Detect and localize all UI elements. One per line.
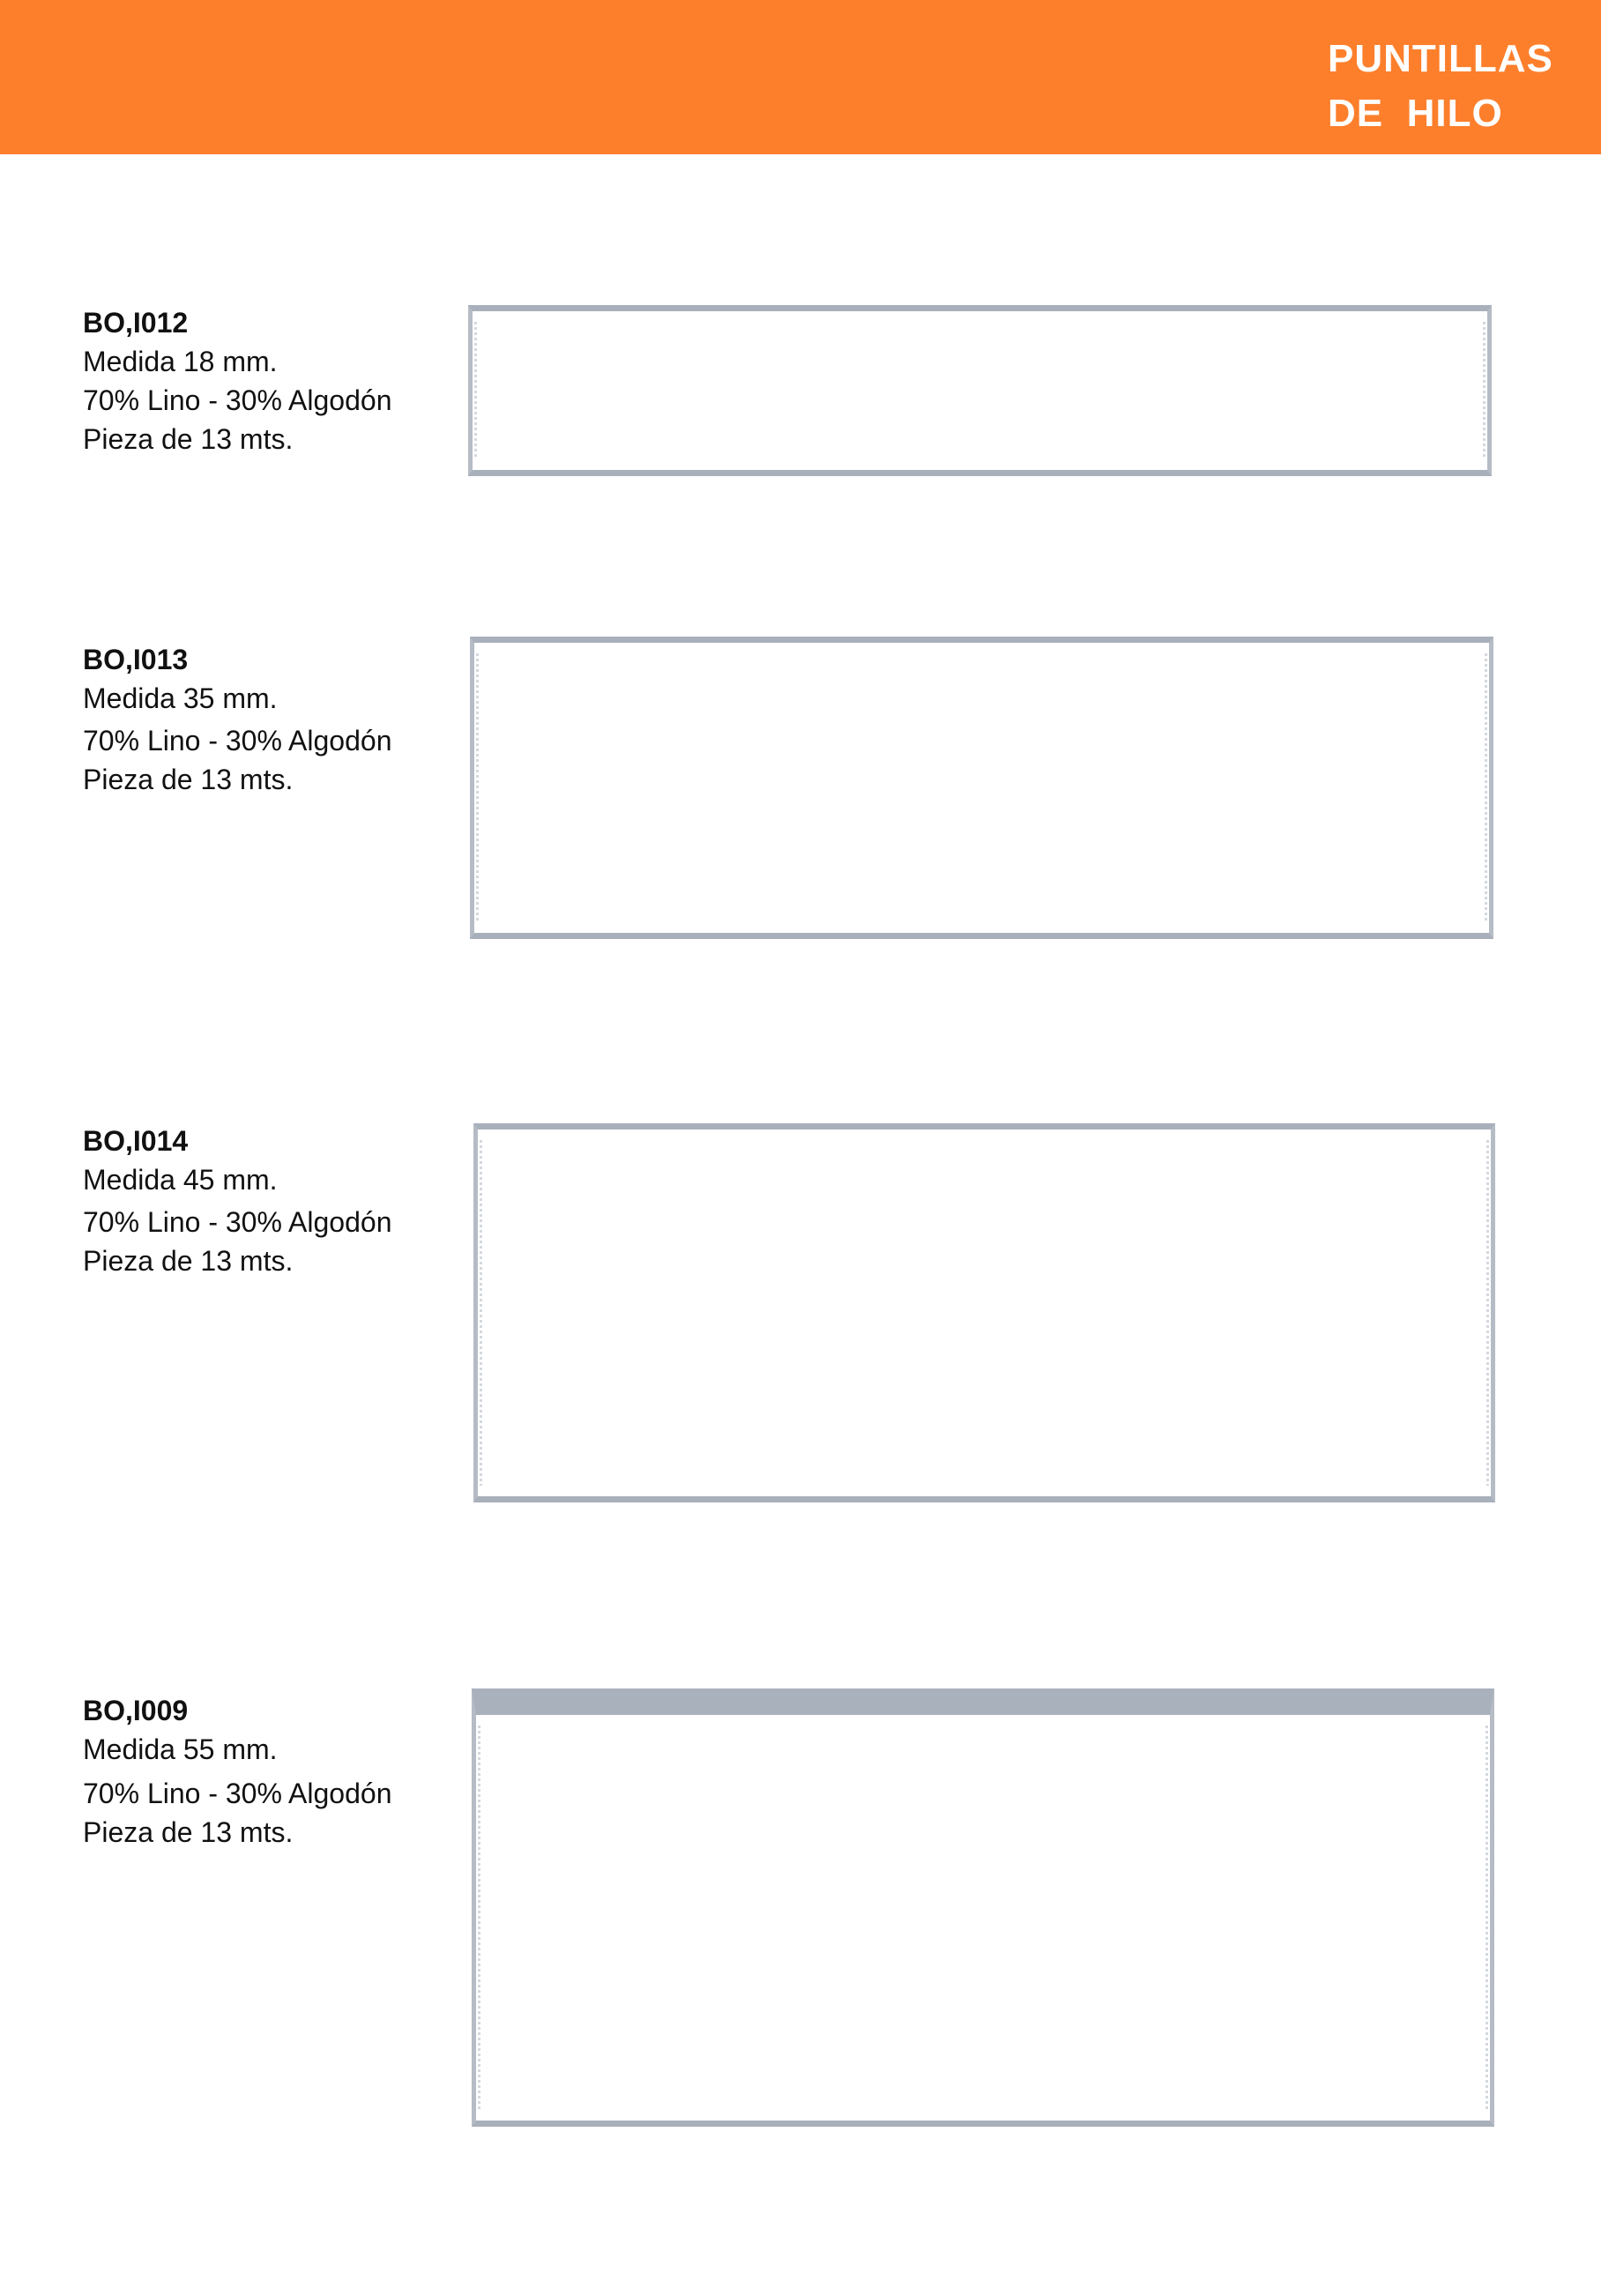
product-piece-length: Pieza de 13 mts. — [83, 764, 294, 795]
header-band — [0, 0, 1601, 154]
product-composition: 70% Lino - 30% Algodón — [83, 1778, 392, 1809]
product-composition: 70% Lino - 30% Algodón — [83, 725, 392, 757]
product-size: Medida 18 mm. — [83, 346, 278, 377]
product-info-bo-i014 — [83, 1122, 453, 1280]
product-code: BO,I012 — [83, 307, 189, 339]
product-piece-length: Pieza de 13 mts. — [83, 1245, 294, 1277]
lace-image-bo-i012 — [468, 305, 1492, 476]
product-size: Medida 45 mm. — [83, 1164, 278, 1196]
product-size: Medida 55 mm. — [83, 1733, 278, 1765]
lace-image-bo-i014 — [473, 1123, 1495, 1502]
product-code: BO,I014 — [83, 1125, 189, 1157]
product-piece-length: Pieza de 13 mts. — [83, 423, 294, 455]
product-code: BO,I009 — [83, 1695, 189, 1726]
product-code: BO,I013 — [83, 644, 189, 675]
page-title-line-2: DE HILO — [1328, 92, 1503, 135]
page-title — [1328, 32, 1553, 141]
product-info-bo-i009 — [83, 1691, 453, 1852]
product-composition: 70% Lino - 30% Algodón — [83, 1206, 392, 1238]
page-title-line-1: PUNTILLAS — [1328, 37, 1553, 80]
product-composition: 70% Lino - 30% Algodón — [83, 384, 392, 416]
product-info-bo-i013 — [83, 640, 453, 799]
product-size: Medida 35 mm. — [83, 682, 278, 714]
product-info-bo-i012 — [83, 303, 453, 458]
lace-image-bo-i009 — [472, 1688, 1494, 2127]
lace-image-bo-i013 — [470, 637, 1493, 939]
product-piece-length: Pieza de 13 mts. — [83, 1816, 294, 1848]
